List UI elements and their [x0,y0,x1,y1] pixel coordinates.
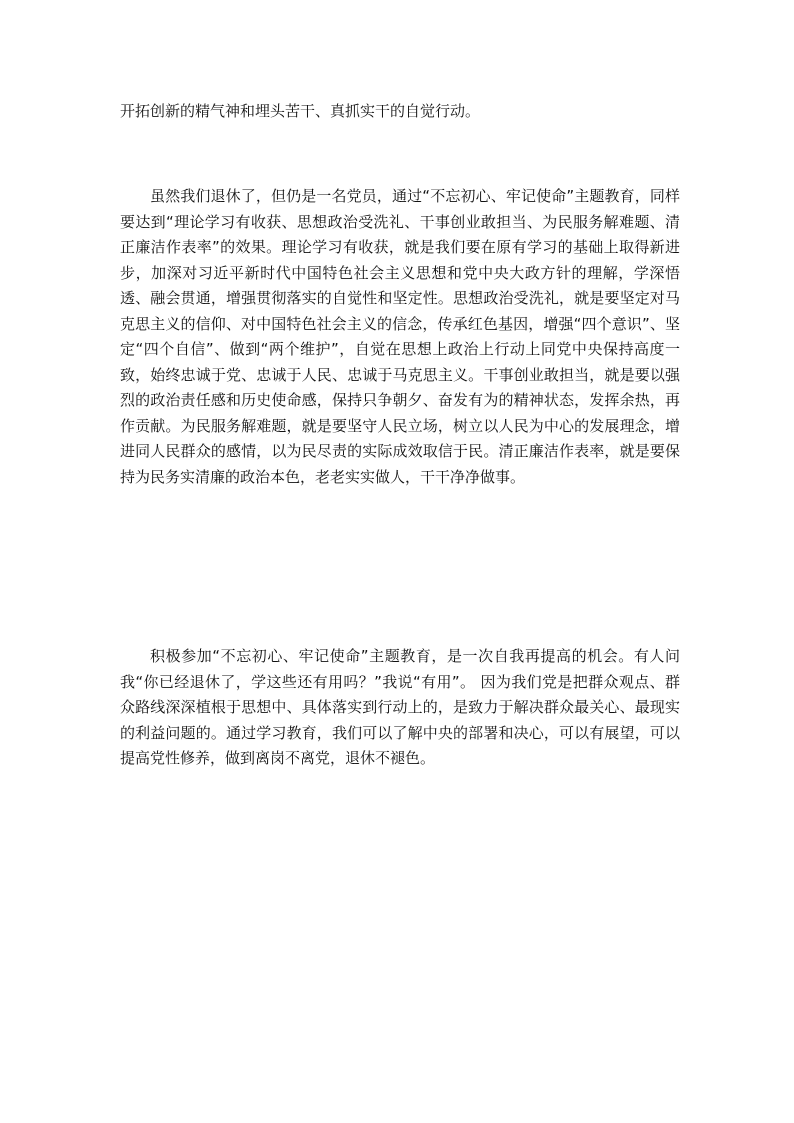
paragraph-theme-education-goals: 虽然我们退休了，但仍是一名党员，通过“不忘初心、牢记使命”主题教育，同样要达到“理论学习有收获、思想政治受洗礼、干事创业敢担当、为民服务解难题、清正廉洁作表率”的效果。理论学习有收获，就是我们要在原有学习的基础上取得新进步，加深对习近平新时代中国特色社会主义思想和党中央大政方针的理解，学深悟透、融会贯通，增强贯彻落实的自觉性和坚定性。思想政治受洗礼，就是要坚定对马克思主义的信仰、对中国特色社会主义的信念，传承红色基因，增强“四个意识”、坚定“四个自信”、做到“两个维护”，自觉在思想上政治上行动上同党中央保持高度一致，始终忠诚于党、忠诚于人民、忠诚于马克思主义。干事创业敢担当，就是要以强烈的政治责任感和历史使命感，保持只争朝夕、奋发有为的精神状态，发挥余热，再作贡献。为民服务解难题，就是要坚守人民立场，树立以人民为中心的发展理念，增进同人民群众的感情，以为民尽责的实际成效取信于民。清正廉洁作表率，就是要保持为民务实清廉的政治本色，老老实实做人，干干净净做事。 [120,187,680,486]
paragraph-continuation: 开拓创新的精气神和埋头苦干、真抓实干的自觉行动。 [120,102,481,120]
paragraph-participation: 积极参加“不忘初心、牢记使命”主题教育，是一次自我再提高的机会。有人问我“你已经退休了，学这些还有用吗？”我说“有用”。 因为我们党是把群众观点、群众路线深深植根于思想中、具体落实到行动上的，是致力于解决群众最关心、最现实的利益问题的。通过学习教育，我们可以了解中央的部署和决心，可以有展望，可以提高党性修养，做到离岗不离党，退休不褪色。 [120,647,680,767]
